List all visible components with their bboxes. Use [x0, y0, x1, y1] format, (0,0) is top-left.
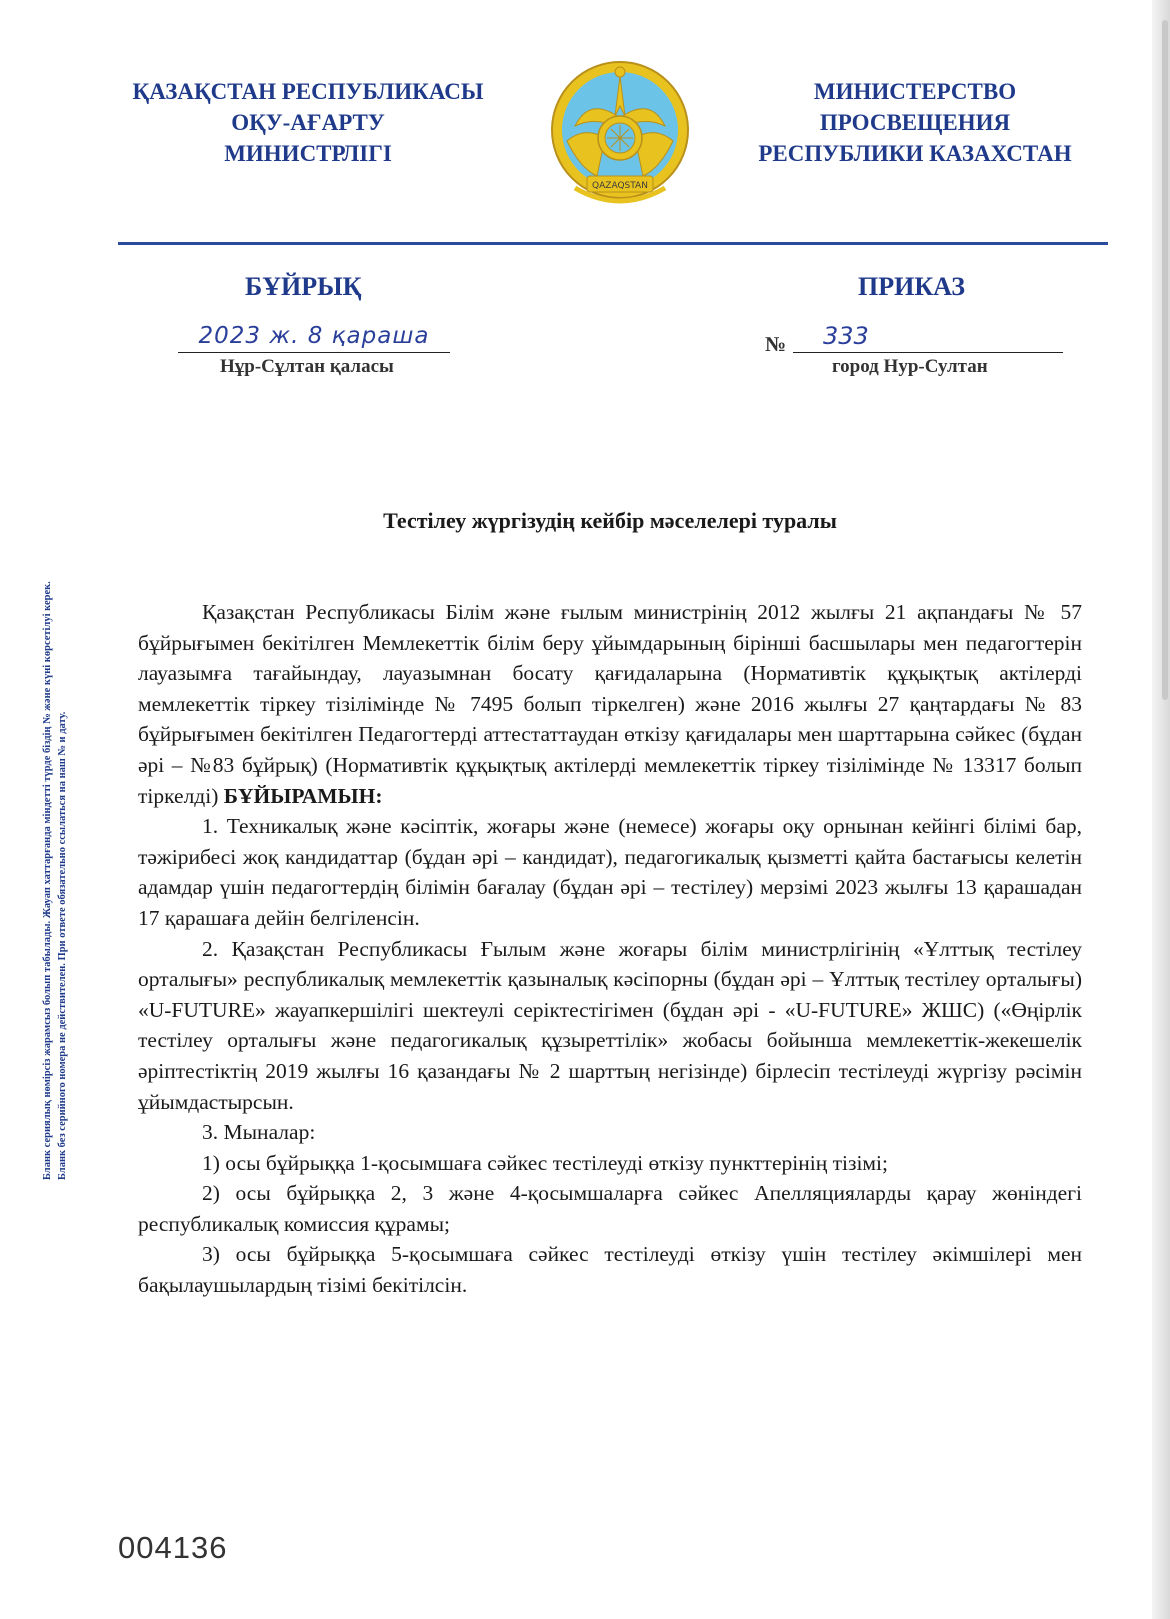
order-number-label: №: [765, 332, 787, 356]
side-notice-kz: Бланк сериялық нөмірсіз жарамсыз болып табылады. Жауап хаттарғанда міндетті түрде біздің № және күні көрсетілуі керек.: [42, 581, 53, 1180]
document-body: [138, 597, 1082, 1301]
item-1: 1. Техникалық және кәсіптік, жоғары және (немесе) жоғары оқу орнынан кейінгі білімі бар, тәжірибесі жоқ кандидаттар (бұдан әрі – кандидат), педагогикалық қызметті қайта бастағысы келетін адамдар үшін педагогтердің білімін бағалау (бұдан әрі – тестілеу) мерзімі 2023 жылғы 13 қарашадан 17 қарашаға дейін белгіленсін.: [138, 814, 1082, 930]
order-label-ru: ПРИКАЗ: [858, 272, 966, 301]
order-number: 333: [793, 322, 1063, 353]
intro-text: Қазақстан Республикасы Білім және ғылым министрінің 2012 жылғы 21 ақпандағы № 57 бұйрығымен бекітілген Мемлекеттік білім беру ұйымдарының бірінші басшылары мен педагогтерін лауазымға тағайындау, лауазымнан босату қағидаларына (Нормативтік құқықтық актілерді мемлекеттік тіркеу тізілімінде № 7495 болып тіркелген) және 2016 жылғы 27 қаңтардағы № 83 бұйрығымен бекітілген Педагогтерді аттестаттаудан өткізу қағидалары мен шарттарына сәйкес (бұдан әрі – №83 бұйрық) (Нормативтік құқықтық актілерді мемлекеттік тіркеу тізілімінде № 13317 болып тіркелді): [138, 600, 1082, 808]
document-title: Тестілеу жүргізудің кейбір мәселелері туралы: [383, 508, 837, 533]
intro-command: БҰЙЫРАМЫН:: [223, 783, 383, 808]
scrollbar-thumb[interactable]: [1162, 20, 1168, 700]
intro-paragraph: [138, 597, 1082, 811]
header-kz-line-3: МИНИСТРЛІГІ: [224, 141, 392, 166]
header-kazakh: [118, 76, 498, 169]
item-3-1: 1) осы бұйрыққа 1-қосымшаға сәйкес тестілеуді өткізу пункттерінің тізімі;: [202, 1150, 888, 1175]
header-divider: [118, 242, 1108, 245]
item-3-2: 2) осы бұйрыққа 2, 3 және 4-қосымшаларға сәйкес Апелляцияларды қарау жөніндегі республикалық комиссия құрамы;: [138, 1181, 1082, 1236]
order-date: 2023 ж. 8 қараша: [178, 322, 450, 353]
header-ru-line-2: ПРОСВЕЩЕНИЯ: [819, 110, 1011, 135]
header-russian: [740, 76, 1090, 169]
side-notice-ru: Бланк без серийного номера не действителен. При ответе обязательно ссылаться на наш № и дату.: [57, 711, 68, 1180]
serial-number: 004136: [118, 1530, 228, 1565]
emblem-text: QAZAQSTAN: [592, 181, 648, 191]
item-3: 3. Мыналар:: [202, 1120, 316, 1145]
order-label-kz: БҰЙРЫҚ: [245, 272, 362, 301]
state-emblem-icon: [545, 56, 695, 211]
header-ru-line-3: РЕСПУБЛИКИ КАЗАХСТАН: [758, 141, 1072, 166]
side-notice: [40, 581, 70, 1180]
page-edge: [1152, 0, 1170, 1619]
header-ru-line-1: МИНИСТЕРСТВО: [813, 79, 1017, 104]
city-kz: Нұр-Сұлтан қаласы: [220, 356, 394, 377]
item-3-3: 3) осы бұйрыққа 5-қосымшаға сәйкес тестілеуді өткізу үшін тестілеу әкімшілері мен бақылаушылардың тізімі бекітілсін.: [138, 1242, 1082, 1298]
item-2: 2. Қазақстан Республикасы Ғылым және жоғары білім министрлігінің «Ұлттық тестілеу орталығы» республикалық мемлекеттік қазыналық кәсіпорны (бұдан әрі – Ұлттық тестілеу орталығы) «U-FUTURE» жауапкершілігі шектеулі серіктестігімен (бұдан әрі - «U-FUTURE» ЖШС) («Өңірлік тестілеу орталығы және педагогикалық құзыреттілік» жобасы бойынша мемлекеттік-жекешелік әріптестіктің 2019 жылғы 16 қазандағы № 2 шарттың негізінде) бірлесіп тестілеуді жүргізу рәсімін ұйымдастырсын.: [138, 936, 1082, 1114]
header-kz-line-2: ОҚУ-АҒАРТУ: [231, 110, 385, 135]
city-ru: город Нур-Султан: [832, 356, 988, 377]
header-kz-line-1: ҚАЗАҚСТАН РЕСПУБЛИКАСЫ: [132, 79, 484, 104]
